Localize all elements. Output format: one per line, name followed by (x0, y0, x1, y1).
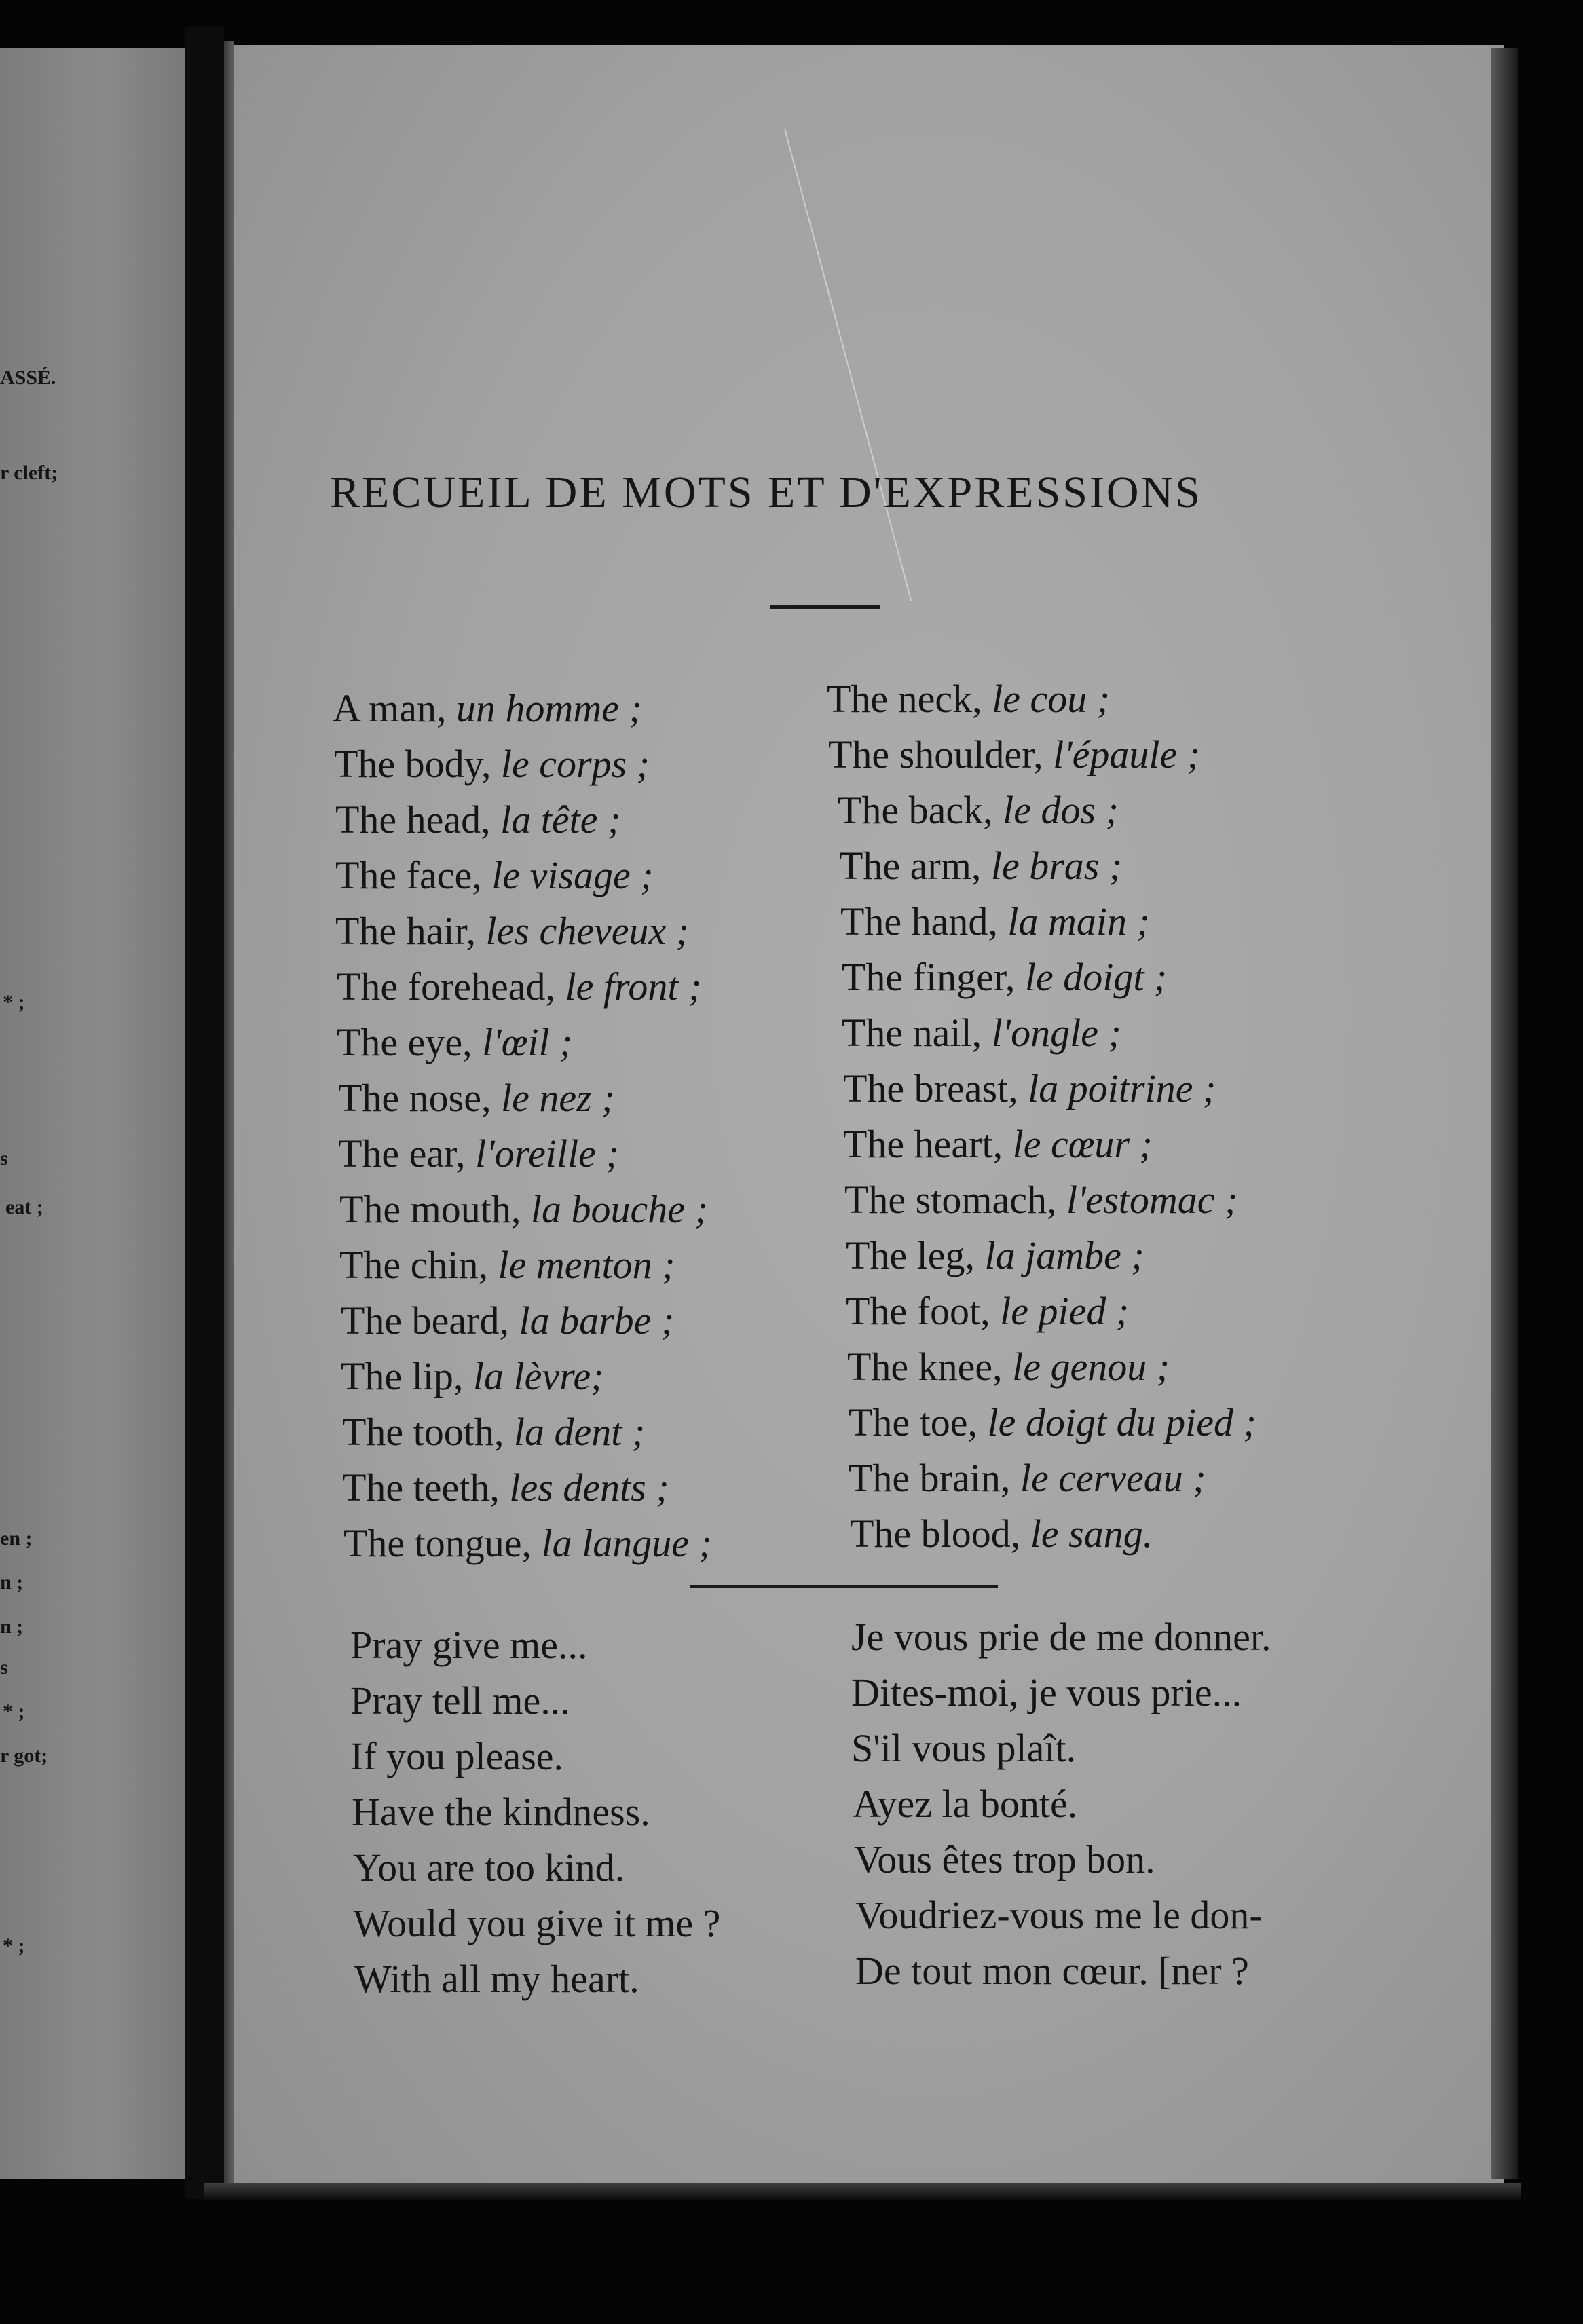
french-word: l'œil ; (482, 1020, 573, 1064)
vocabulary-entry (335, 852, 654, 898)
english-word: The hair, (335, 909, 477, 953)
french-word: le cou ; (992, 677, 1111, 721)
english-word: The blood, (850, 1512, 1021, 1556)
phrase-english: You are too kind. (353, 1845, 625, 1890)
french-word: le cœur ; (1012, 1122, 1153, 1166)
english-word: The lip, (341, 1354, 464, 1398)
english-word: The eye, (337, 1020, 472, 1064)
english-word: The mouth, (339, 1187, 521, 1231)
french-word: l'estomac ; (1066, 1178, 1238, 1222)
left-page-fragment: n ; (0, 1615, 24, 1638)
french-word: l'oreille ; (475, 1131, 619, 1176)
vocabulary-entry (337, 964, 701, 1009)
vocabulary-entry (339, 1242, 675, 1288)
english-word: The brain, (849, 1456, 1011, 1500)
english-word: The arm, (839, 844, 982, 888)
english-word: The tooth, (342, 1410, 504, 1454)
vocabulary-entry (847, 1344, 1170, 1389)
vocabulary-entry (849, 1455, 1206, 1501)
left-page-fragment: n ; (0, 1571, 24, 1594)
vocabulary-entry (838, 787, 1119, 833)
english-word: The back, (838, 788, 993, 832)
french-word: le menton ; (498, 1243, 675, 1287)
phrase-english: If you please. (350, 1734, 564, 1778)
vocabulary-entry (843, 1121, 1153, 1167)
vocabulary-entry (342, 1409, 645, 1455)
left-page-fragment: s (0, 1147, 8, 1169)
english-word: The neck, (827, 677, 982, 721)
phrase-french: Je vous prie de me donner. (851, 1615, 1271, 1659)
french-word: la bouche ; (530, 1187, 708, 1231)
vocabulary-entry (843, 1066, 1216, 1111)
vocabulary-entry (846, 1233, 1144, 1278)
left-page-fragment: r got; (0, 1744, 48, 1767)
vocabulary-entry (341, 1353, 604, 1399)
left-page-fragment: ASSÉ. (0, 367, 56, 389)
english-word: The shoulder, (828, 732, 1043, 776)
phrase-english: With all my heart. (354, 1957, 639, 2001)
english-word: The nail, (842, 1011, 982, 1055)
french-word: la langue ; (541, 1521, 712, 1565)
english-word: The body, (334, 742, 491, 786)
vocabulary-entry (828, 732, 1200, 777)
french-word: le bras ; (990, 844, 1123, 888)
french-word: le visage ; (491, 853, 654, 897)
previous-page-edge (0, 48, 185, 2179)
section-divider (690, 1585, 998, 1588)
french-word: le cerveau ; (1020, 1456, 1206, 1500)
english-word: The heart, (843, 1122, 1003, 1166)
french-word: la dent ; (513, 1410, 646, 1454)
english-word: The ear, (338, 1131, 466, 1176)
page-bottom-edge (204, 2183, 1521, 2200)
vocabulary-entry (850, 1511, 1153, 1556)
phrase-english: Pray give me... (350, 1623, 588, 1667)
vocabulary-entry (335, 908, 689, 954)
french-word: les dents ; (509, 1465, 669, 1510)
vocabulary-entry (849, 1400, 1256, 1445)
vocabulary-entry (342, 1465, 669, 1510)
phrase-french: De tout mon cœur. [ner ? (855, 1949, 1249, 1993)
left-page-fragment: * ; (3, 991, 25, 1013)
left-page-fragment: r cleft; (0, 462, 58, 484)
french-word: la barbe ; (519, 1298, 675, 1343)
phrase-french: Ayez la bonté. (853, 1782, 1078, 1826)
phrase-french: Vous êtes trop bon. (854, 1837, 1155, 1881)
vocabulary-entry (337, 1019, 572, 1065)
english-word: The tongue, (343, 1521, 532, 1565)
french-word: le doigt ; (1024, 955, 1168, 999)
french-word: les cheveux ; (485, 909, 689, 953)
french-word: le sang. (1030, 1512, 1153, 1556)
vocabulary-entry (840, 899, 1150, 944)
vocabulary-entry (842, 954, 1167, 1000)
phrase-english: Have the kindness. (352, 1790, 650, 1834)
english-word: The finger, (842, 955, 1016, 999)
english-word: The chin, (339, 1243, 489, 1287)
french-word: la poitrine ; (1028, 1066, 1216, 1110)
french-word: l'ongle ; (991, 1011, 1121, 1055)
vocabulary-entry (844, 1177, 1237, 1222)
page-title: RECUEIL DE MOTS ET D'EXPRESSIONS (330, 468, 1202, 517)
vocabulary-entry (846, 1288, 1129, 1334)
french-word: le pied ; (1000, 1289, 1130, 1333)
french-word: la main ; (1007, 899, 1150, 943)
english-word: The forehead, (337, 964, 556, 1009)
vocabulary-entry (334, 741, 650, 787)
vocabulary-entry (343, 1520, 712, 1566)
english-word: The toe, (849, 1400, 978, 1444)
phrase-french: Voudriez-vous me le don- (855, 1893, 1263, 1937)
left-page-fragment: s (0, 1656, 8, 1679)
vocabulary-entry (341, 1298, 674, 1343)
french-word: le nez ; (501, 1076, 615, 1120)
left-page-fragment: * ; (3, 1700, 25, 1723)
english-word: The hand, (840, 899, 998, 943)
phrase-english: Pray tell me... (350, 1679, 570, 1723)
title-rule (770, 605, 880, 609)
spine-edge (224, 41, 234, 2192)
phrase-french: S'il vous plaît. (851, 1726, 1077, 1770)
book-spine (185, 27, 224, 2199)
english-word: The foot, (846, 1289, 990, 1333)
vocabulary-entry (335, 797, 620, 842)
left-page-fragment: eat ; (5, 1196, 43, 1218)
english-word: The breast, (843, 1066, 1018, 1110)
vocabulary-entry (338, 1131, 619, 1176)
vocabulary-entry (333, 686, 642, 731)
phrase-french: Dites-moi, je vous prie... (851, 1670, 1242, 1714)
english-word: The face, (335, 853, 482, 897)
vocabulary-entry (339, 1186, 708, 1232)
vocabulary-entry (839, 843, 1122, 888)
vocabulary-entry (338, 1075, 615, 1121)
french-word: la lèvre; (472, 1354, 604, 1398)
left-page-fragment: * ; (3, 1934, 25, 1957)
english-word: The head, (335, 798, 491, 842)
french-word: le front ; (565, 964, 702, 1009)
page-edge-shadow (1491, 48, 1518, 2179)
french-word: l'épaule ; (1053, 732, 1201, 776)
english-word: The knee, (847, 1345, 1003, 1389)
english-word: The nose, (338, 1076, 491, 1120)
french-word: le genou ; (1012, 1345, 1170, 1389)
phrase-english: Would you give it me ? (353, 1901, 721, 1945)
french-word: le dos ; (1003, 788, 1119, 832)
english-word: The beard, (341, 1298, 509, 1343)
french-word: un homme ; (456, 686, 642, 730)
french-word: le corps ; (500, 742, 650, 786)
english-word: The leg, (846, 1233, 975, 1277)
english-word: The teeth, (342, 1465, 500, 1510)
vocabulary-entry (827, 676, 1110, 721)
left-page-fragment: en ; (0, 1527, 33, 1550)
french-word: le doigt du pied ; (987, 1400, 1256, 1444)
french-word: la jambe ; (984, 1233, 1144, 1277)
vocabulary-entry (842, 1010, 1121, 1055)
english-word: The stomach, (844, 1178, 1057, 1222)
english-word: A man, (333, 686, 447, 730)
french-word: la tête ; (500, 798, 621, 842)
